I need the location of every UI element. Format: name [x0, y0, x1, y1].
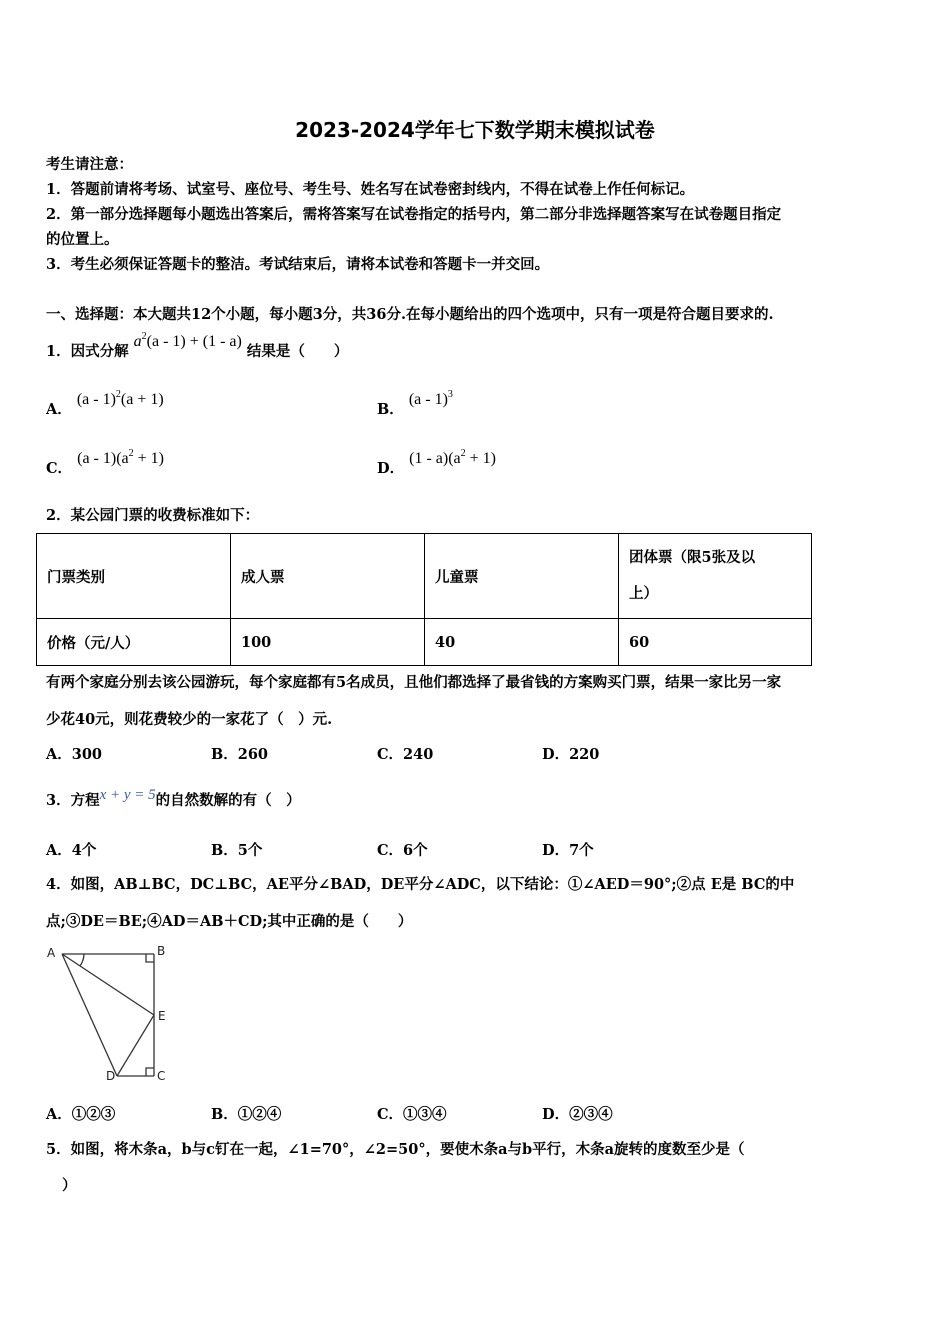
- table-row: [37, 619, 812, 666]
- right-angle-c: [146, 1068, 154, 1076]
- ticket-price-table: [36, 533, 812, 666]
- angle-mark-a: [80, 954, 84, 966]
- figure-label-b: B: [157, 944, 166, 958]
- notice-item-1: 1．答题前请将考场、试室号、座位号、考生号、姓名写在试卷密封线内，不得在试卷上作任何标记。: [46, 181, 695, 198]
- table-header-cell: 成人票: [231, 534, 425, 619]
- figure-label-d: D: [106, 1069, 116, 1083]
- question-2-option-d: D．220: [542, 746, 600, 763]
- table-cell: 40: [425, 619, 619, 666]
- question-3-stem: 3．方程x + y = 5的自然数解的有（ ）: [46, 787, 301, 809]
- table-cell: 价格（元/人）: [37, 619, 231, 666]
- question-1-prefix: 1．因式分解: [46, 343, 129, 360]
- question-4-option-d: D．②③④: [542, 1106, 613, 1123]
- question-4-option-c: C．①③④: [377, 1106, 447, 1123]
- option-c-expression: $(a - 1)(a^2 + 1)$: [77, 448, 164, 467]
- figure-label-c: C: [157, 1069, 166, 1083]
- question-1-option-a: A． (a - 1)$^2$(a + 1): [46, 389, 164, 418]
- section-heading: 一、选择题：本大题共12个小题，每小题3分，共36分.在每小题给出的四个选项中，只有一项是符合题目要求的.: [46, 306, 774, 323]
- question-1-option-c: C． $(a - 1)(a^2 + 1)$: [46, 448, 164, 477]
- question-1-option-b: B． (a - 1)$^3$: [377, 389, 453, 418]
- question-4-option-a: A．①②③: [46, 1106, 116, 1123]
- question-2-option-b: B．260: [211, 746, 269, 763]
- option-b-expression: (a - 1)$^3$: [408, 389, 453, 408]
- question-2-text-line-2: 少花40元，则花费较少的一家花了（ ）元.: [46, 711, 333, 728]
- question-2-option-a: A．300: [46, 746, 103, 763]
- question-2-option-c: C．240: [377, 746, 434, 763]
- question-1-expression: $a^2(a - 1) + (1 - a)$: [133, 331, 242, 350]
- question-1-suffix: 结果是（ ）: [246, 343, 349, 360]
- question-3-option-a: A．4个: [46, 842, 97, 859]
- notice-item-3: 3．考生必须保证答题卡的整洁。考试结束后，请将本试卷和答题卡一并交回。: [46, 256, 550, 273]
- question-3-option-d: D．7个: [542, 842, 594, 859]
- question-4-option-b: B．①②④: [211, 1106, 282, 1123]
- question-5-text-line-2: ）: [62, 1177, 77, 1194]
- segment-de: [117, 1015, 154, 1076]
- question-5-text-line-1: 5．如图，将木条a，b与c钉在一起，∠1=70°，∠2=50°，要使木条a与b平行，木条a旋转的度数至少是（: [46, 1141, 745, 1158]
- question-3-option-b: B．5个: [211, 842, 263, 859]
- figure-label-e: E: [158, 1009, 166, 1023]
- table-row: [37, 534, 812, 619]
- table-cell: 100: [231, 619, 425, 666]
- question-4-figure: [44, 943, 174, 1083]
- notice-item-2: 2．第一部分选择题每小题选出答案后，需将答案写在试卷指定的括号内，第二部分非选择题答案写在试卷题目指定: [46, 206, 782, 223]
- table-header-cell: 团体票（限5张及以 上）: [619, 534, 812, 619]
- option-a-expression: (a - 1)$^2$(a + 1): [76, 389, 164, 408]
- table-header-cell: 门票类别: [37, 534, 231, 619]
- notice-heading: 考生请注意：: [46, 156, 133, 173]
- right-angle-b: [146, 954, 154, 962]
- question-1-stem: [46, 331, 349, 361]
- question-4-text-line-1: 4．如图，AB⊥BC，DC⊥BC，AE平分∠BAD，DE平分∠ADC，以下结论：①∠AED＝90°;②点 E是 BC的中: [46, 876, 795, 893]
- figure-label-a: A: [47, 946, 56, 960]
- question-2-text-line-1: 有两个家庭分别去该公园游玩，每个家庭都有5名成员，且他们都选择了最省钱的方案购买门票，结果一家比另一家: [46, 674, 782, 691]
- question-4-text-line-2: 点;③DE＝BE;④AD＝AB＋CD;其中正确的是（ ）: [46, 913, 413, 930]
- table-cell: 60: [619, 619, 812, 666]
- question-2-stem: 2．某公园门票的收费标准如下：: [46, 507, 260, 524]
- option-d-expression: $(1 - a)(a^2 + 1)$: [409, 448, 497, 467]
- table-header-cell: 儿童票: [425, 534, 619, 619]
- question-3-option-c: C．6个: [377, 842, 428, 859]
- question-1-option-d: D． $(1 - a)(a^2 + 1)$: [377, 448, 497, 477]
- question-3-equation: x + y = 5: [99, 787, 156, 803]
- notice-item-2-cont: 的位置上。: [46, 231, 119, 248]
- page-title: 2023-2024学年七下数学期末模拟试卷: [295, 118, 655, 142]
